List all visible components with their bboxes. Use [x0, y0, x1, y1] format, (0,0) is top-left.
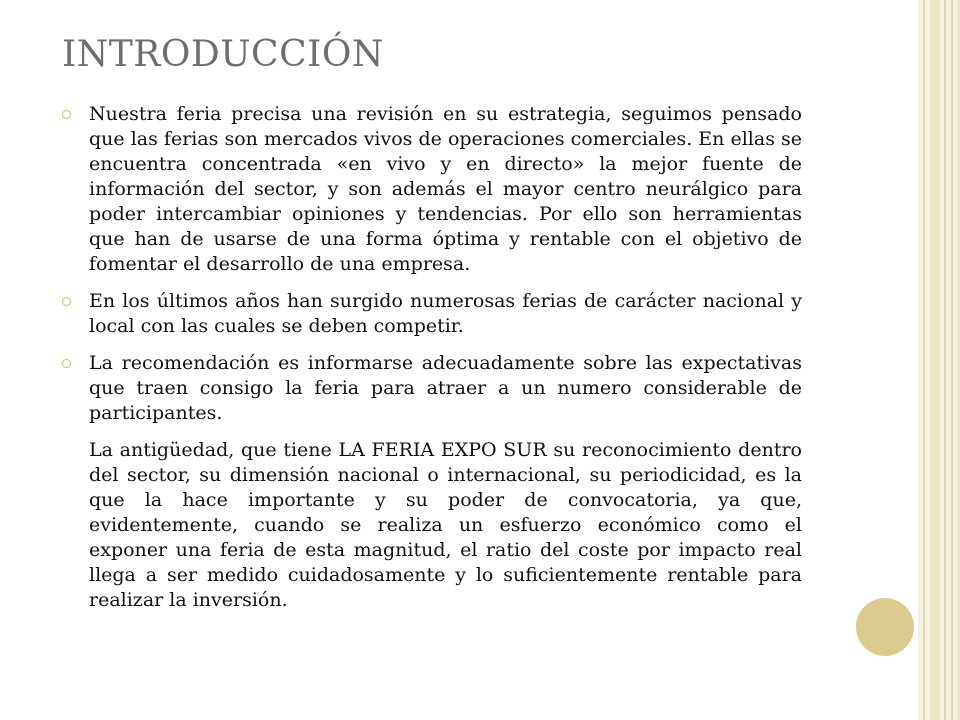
decorative-stripe [944, 0, 946, 720]
paragraph-item [62, 289, 802, 339]
bullet-icon [62, 359, 71, 368]
slide-body [62, 102, 802, 625]
decorative-stripe [923, 0, 925, 720]
paragraph-text: En los últimos años han surgido numerosas ferias de carácter nacional y local con las cuales se deben competir. [89, 290, 802, 337]
paragraph-item [62, 351, 802, 426]
paragraph-text: La antigüedad, que tiene LA FERIA EXPO SUR su reconocimiento dentro del sector, su dimensión nacional o internacional, su periodicidad, es la que la hace importante y su poder de convocatoria, ya que, evidentemente, cuando se realiza un esfuerzo económico como el exponer una feria de esta magnitud, el ratio del coste por impacto real llega a ser medido cuidadosamente y lo suficientemente rentable para realizar la inversión. [89, 439, 802, 611]
slide-title: INTRODUCCIÓN [62, 34, 384, 75]
decorative-circle [856, 598, 914, 656]
paragraph-item [62, 102, 802, 277]
paragraph-text: La recomendación es informarse adecuadamente sobre las expectativas que traen consigo la feria para atraer a un numero considerable de participantes. [89, 352, 802, 424]
paragraph-text: Nuestra feria precisa una revisión en su estrategia, seguimos pensado que las ferias son mercados vivos de operaciones comerciales. En ellas se encuentra concentrada «en vivo y en directo» la mejor fuente de información del sector, y son además el mayor centro neurálgico para poder intercambiar opiniones y tendencias. Por ello son herramientas que han de usarse de una forma óptima y rentable con el objetivo de fomentar el desarrollo de una empresa. [89, 103, 802, 275]
decorative-stripe [951, 0, 953, 720]
paragraph-item [62, 438, 802, 613]
decorative-stripe [930, 0, 940, 720]
bullet-icon [62, 110, 71, 119]
bullet-icon [62, 297, 71, 306]
